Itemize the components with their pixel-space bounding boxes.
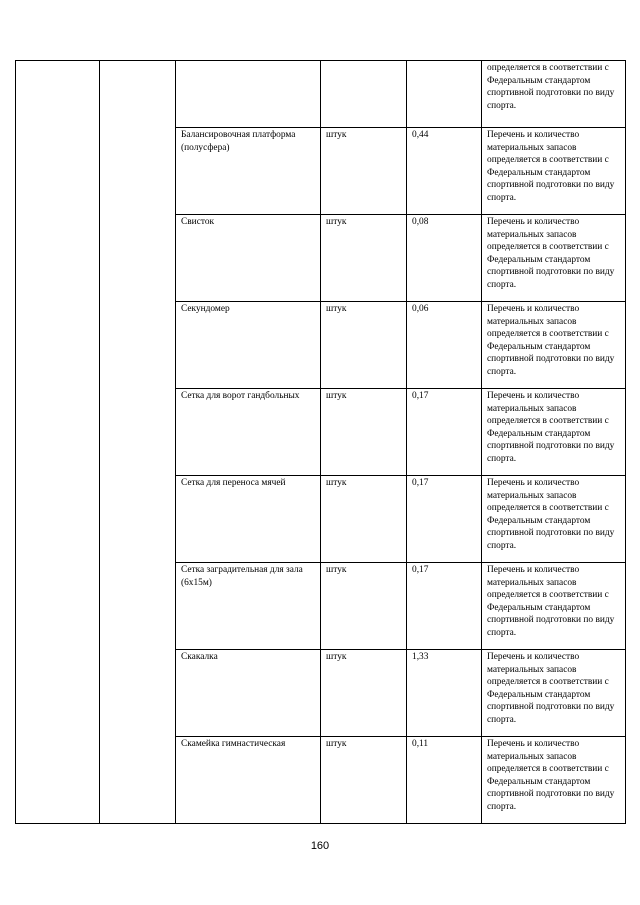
name-cell: Секундомер [176,302,321,389]
note-cell: Перечень и количество материальных запасов определяется в соответствии с Федеральным стандартом спортивной подготовки по виду спорта. [482,476,626,563]
page-number: 160 [310,840,330,852]
name-cell: Сетка для переноса мячей [176,476,321,563]
quantity-cell [407,61,482,128]
unit-cell [321,61,407,128]
unit-cell: штук [321,128,407,215]
unit-cell: штук [321,215,407,302]
note-cell: Перечень и количество материальных запасов определяется в соответствии с Федеральным стандартом спортивной подготовки по виду спорта. [482,563,626,650]
unit-cell: штук [321,737,407,824]
table-body [16,61,626,824]
note-cell: Перечень и количество материальных запасов определяется в соответствии с Федеральным стандартом спортивной подготовки по виду спорта. [482,389,626,476]
table-row [16,61,626,128]
note-cell: Перечень и количество материальных запасов определяется в соответствии с Федеральным стандартом спортивной подготовки по виду спорта. [482,215,626,302]
name-cell: Скамейка гимнастическая [176,737,321,824]
unit-cell: штук [321,302,407,389]
quantity-cell: 0,06 [407,302,482,389]
name-cell: Свисток [176,215,321,302]
note-cell: Перечень и количество материальных запасов определяется в соответствии с Федеральным стандартом спортивной подготовки по виду спорта. [482,737,626,824]
unit-cell: штук [321,563,407,650]
name-cell: Сетка для ворот гандбольных [176,389,321,476]
equipment-table [15,60,626,824]
note-cell: Перечень и количество материальных запасов определяется в соответствии с Федеральным стандартом спортивной подготовки по виду спорта. [482,650,626,737]
unit-cell: штук [321,650,407,737]
unit-cell: штук [321,389,407,476]
quantity-cell: 0,08 [407,215,482,302]
note-cell: Перечень и количество материальных запасов определяется в соответствии с Федеральным стандартом спортивной подготовки по виду спорта. [482,128,626,215]
note-cell: Перечень и количество материальных запасов определяется в соответствии с Федеральным стандартом спортивной подготовки по виду спорта. [482,302,626,389]
name-cell: Балансировочная платформа (полусфера) [176,128,321,215]
note-cell: определяется в соответствии с Федеральным стандартом спортивной подготовки по виду спорта. [482,61,626,128]
quantity-cell: 0,17 [407,476,482,563]
quantity-cell: 0,11 [407,737,482,824]
unit-cell: штук [321,476,407,563]
merged-cell-col-1 [16,61,100,824]
name-cell [176,61,321,128]
name-cell: Скакалка [176,650,321,737]
merged-cell-col-2 [100,61,176,824]
quantity-cell: 1,33 [407,650,482,737]
quantity-cell: 0,44 [407,128,482,215]
quantity-cell: 0,17 [407,563,482,650]
quantity-cell: 0,17 [407,389,482,476]
name-cell: Сетка заградительная для зала (6х15м) [176,563,321,650]
